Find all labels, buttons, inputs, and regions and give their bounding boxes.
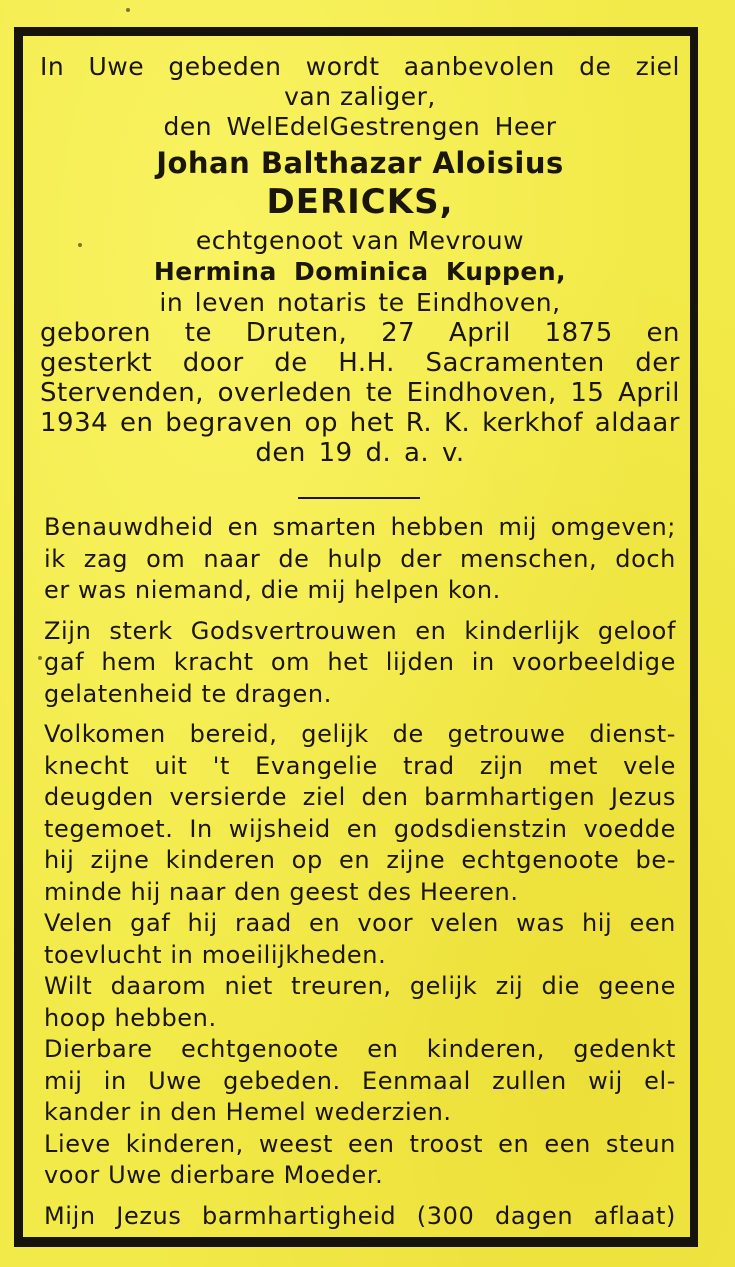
text-line: Zijn sterk Godsvertrouwen en kinderlijk geloof [44,616,676,645]
paper-speck [38,656,42,660]
text-line: knecht uit 't Evangelie trad zijn met vele [44,751,676,780]
text-line: Wilt daarom niet treuren, gelijk zij die geene [44,972,676,1000]
text-line: Lieve kinderen, weest een troost en een steun [44,1129,676,1158]
sacrament-line: gesterkt door de H.H. Sacramenten der [40,348,680,378]
text-line: deugden versierde ziel den barmhartigen Jezus [44,783,676,811]
deceased-given-names: Johan Balthazar Aloisius [156,146,564,180]
title-line: den WelEdelGestrengen Heer [163,112,557,141]
divider-rule [298,497,420,499]
paper-speck [126,8,130,12]
spouse-intro: echtgenoot van Mevrouw [195,226,525,255]
text-line: hij zijne kinderen op en zijne echtgenoote be- [44,846,676,874]
text-line: er was niemand, die mij helpen kon. [44,576,501,604]
text-line: gelatenheid te dragen. [44,679,332,708]
text-line: toevlucht in moeilijkheden. [44,940,387,969]
burial-date-line: den 19 d. a. v. [255,438,465,468]
text-line: tegemoet. In wijsheid en godsdienstzin voedde [44,814,676,843]
intro-line: van zaliger, [284,82,436,111]
birth-line: geboren te Druten, 27 April 1875 en [40,318,680,348]
prayer-line: Mijn Jezus barmhartigheid (300 dagen aflaat) [44,1201,676,1230]
spouse-name: Hermina Dominica Kuppen, [153,257,567,286]
death-line: Stervenden, overleden te Eindhoven, 15 April [40,378,680,408]
text-line: mij in Uwe gebeden. Eenmaal zullen wij el- [44,1066,676,1095]
intro-line: In Uwe gebeden wordt aanbevolen de ziel [40,52,680,81]
announcement-header [40,52,680,468]
text-line: Volkomen bereid, gelijk de getrouwe dienst- [44,720,676,748]
text-line: Benauwdheid en smarten hebben mij omgeven; [44,513,676,541]
indulgence-prayer [44,1201,676,1233]
burial-line: 1934 en begraven op het R. K. kerkhof aldaar [40,408,680,438]
text-line: ik zag om naar de hulp der menschen, doch [44,544,676,573]
memorial-text [44,512,676,1232]
text-line: voor Uwe dierbare Moeder. [44,1161,384,1189]
tribute-paragraph [44,719,676,1192]
scripture-paragraph [44,512,676,607]
profession-line: in leven notaris te Eindhoven, [159,288,561,317]
faith-paragraph [44,616,676,711]
text-line: gaf hem kracht om het lijden in voorbeeldige [44,648,676,676]
text-line: kander in den Hemel wederzien. [44,1098,452,1126]
text-line: hoop hebben. [44,1003,217,1032]
text-line: Velen gaf hij raad en voor velen was hij een [44,909,676,937]
text-line: minde hij naar den geest des Heeren. [44,877,519,906]
deceased-surname: DERICKS, [266,182,454,222]
text-line: Dierbare echtgenoote en kinderen, gedenkt [44,1035,676,1063]
